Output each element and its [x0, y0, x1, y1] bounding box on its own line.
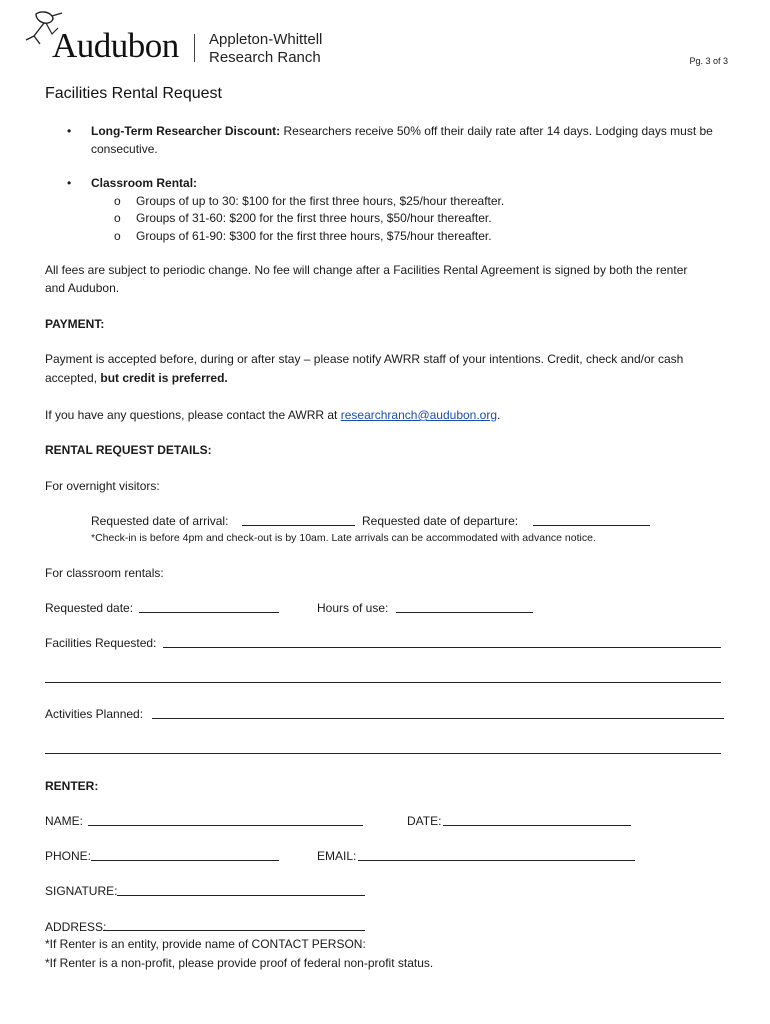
activities-field[interactable] [152, 718, 724, 719]
facilities-label: Facilities Requested: [45, 636, 157, 650]
logo-divider [194, 34, 195, 62]
phone-label: PHONE: [45, 849, 92, 863]
activities-label: Activities Planned: [45, 707, 144, 721]
sub-bullet-icon: o [114, 229, 121, 243]
fees-text-line1: All fees are subject to periodic change. No fee will change after a Facilities Rental Agreement is signed by both the renter [45, 263, 688, 277]
logo-wordmark: Audubon [52, 26, 179, 65]
arrival-label: Requested date of arrival: [91, 514, 229, 528]
bullet-icon: • [67, 176, 72, 190]
requested-date-field[interactable] [139, 612, 279, 613]
entity-note: *If Renter is an entity, provide name of CONTACT PERSON: [45, 937, 366, 951]
phone-field[interactable] [91, 860, 279, 861]
checkin-note: *Check-in is before 4pm and check-out is by 10am. Late arrivals can be accommodated with advance notice. [91, 532, 596, 544]
name-label: NAME: [45, 814, 84, 828]
activities-field-line2[interactable] [45, 753, 721, 754]
facilities-field[interactable] [163, 647, 721, 648]
address-label: ADDRESS: [45, 920, 107, 934]
page-title: Facilities Rental Request [45, 85, 222, 102]
fees-text-line2: and Audubon. [45, 281, 120, 295]
email-label: EMAIL: [317, 849, 357, 863]
signature-label: SIGNATURE: [45, 884, 118, 898]
sub-bullet-icon: o [114, 194, 121, 208]
email-field[interactable] [358, 860, 635, 861]
logo-subtitle: Appleton-Whittell Research Ranch [209, 31, 323, 66]
classroom-item: Groups of up to 30: $100 for the first three hours, $25/hour thereafter. [136, 194, 505, 208]
discount-text: Long-Term Researcher Discount: Researchers receive 50% off their daily rate after 14 days. Lodging days must be consecutive. [91, 124, 713, 156]
renter-heading: RENTER: [45, 779, 99, 793]
payment-heading: PAYMENT: [45, 317, 105, 331]
date-field[interactable] [443, 825, 631, 826]
classroom-item: Groups of 31-60: $200 for the first three hours, $50/hour thereafter. [136, 211, 492, 225]
departure-field[interactable] [533, 525, 650, 526]
address-field[interactable] [103, 930, 365, 931]
classroom-rentals-label: For classroom rentals: [45, 566, 164, 580]
classroom-label: Classroom Rental: [91, 176, 198, 190]
hours-label: Hours of use: [317, 601, 389, 615]
overnight-label: For overnight visitors: [45, 479, 160, 493]
facilities-field-line2[interactable] [45, 682, 721, 683]
signature-field[interactable] [117, 895, 365, 896]
page-number: Pg. 3 of 3 [689, 56, 728, 66]
classroom-item: Groups of 61-90: $300 for the first three hours, $75/hour thereafter. [136, 229, 492, 243]
details-heading: RENTAL REQUEST DETAILS: [45, 443, 212, 457]
date-label: DATE: [407, 814, 442, 828]
arrival-field[interactable] [242, 525, 355, 526]
payment-text-line1: Payment is accepted before, during or after stay – please notify AWRR staff of your intentions. Credit, check and/or cash [45, 352, 684, 366]
nonprofit-note: *If Renter is a non-profit, please provide proof of federal non-profit status. [45, 956, 434, 970]
sub-bullet-icon: o [114, 211, 121, 225]
bullet-icon: • [67, 124, 72, 138]
departure-label: Requested date of departure: [362, 514, 519, 528]
hours-field[interactable] [396, 612, 533, 613]
contact-text: If you have any questions, please contact the AWRR at researchranch@audubon.org. [45, 408, 501, 422]
payment-text-line2: accepted, but credit is preferred. [45, 371, 228, 385]
name-field[interactable] [88, 825, 363, 826]
contact-email-link[interactable]: researchranch@audubon.org [340, 408, 498, 422]
requested-date-label: Requested date: [45, 601, 134, 615]
